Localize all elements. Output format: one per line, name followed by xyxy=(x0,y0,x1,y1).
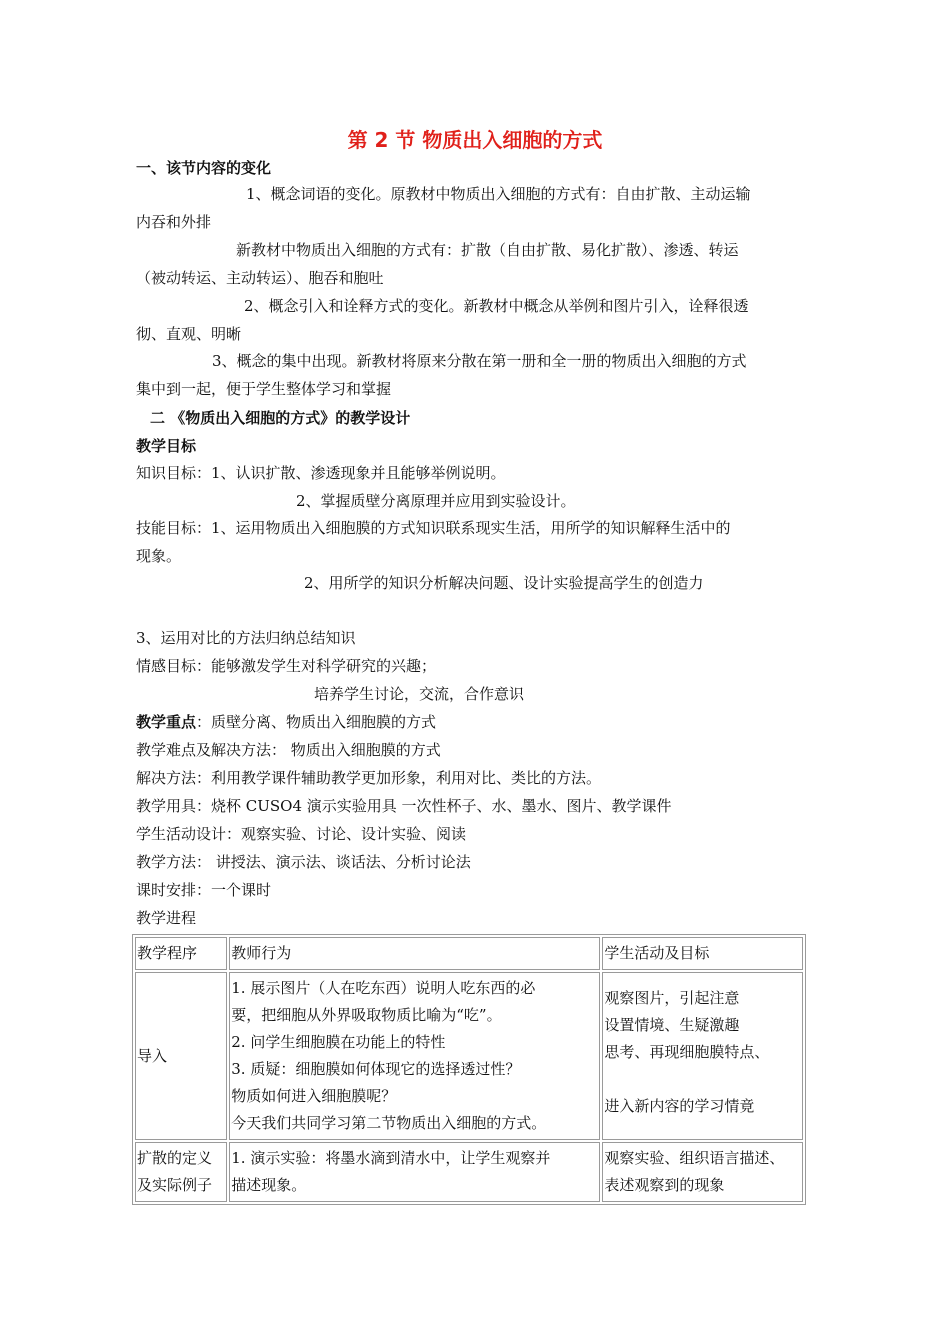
key-points xyxy=(136,708,816,736)
cell-line: 1. 演示实验：将墨水滴到清水中，让学生观察并 xyxy=(231,1149,551,1167)
class-schedule: 课时安排：一个课时 xyxy=(136,881,272,899)
cell-line: 观察图片，引起注意 xyxy=(604,989,740,1007)
key-points-value: ：质壁分离、物质出入细胞膜的方式 xyxy=(196,713,437,731)
section2-heading: 二 《物质出入细胞的方式》的教学设计 xyxy=(150,409,411,427)
paragraph-line: 集中到一起，便于学生整体学习和掌握 xyxy=(136,380,392,398)
cell-line: 表述观察到的现象 xyxy=(604,1176,725,1194)
page-title: 第 2 节 物质出入细胞的方式 xyxy=(347,128,603,152)
paragraph-line: 彻、直观、明晰 xyxy=(136,325,242,343)
paragraph-line: 2、概念引入和诠释方式的变化。新教材中概念从举例和图片引入，诠释很透 xyxy=(244,297,749,315)
paragraph-line: 现象。 xyxy=(136,547,182,565)
goals-heading: 教学目标 xyxy=(136,437,197,455)
emotion-goal-2: 培养学生讨论，交流，合作意识 xyxy=(314,685,525,703)
cell-line: 2. 问学生细胞膜在功能上的特性 xyxy=(231,1033,446,1051)
student-cell xyxy=(602,1142,803,1202)
paragraph-line: 内吞和外排 xyxy=(136,213,212,231)
paragraph-line: （被动转运、主动转运）、胞吞和胞吐 xyxy=(136,269,384,287)
cell-line: 今天我们共同学习第二节物质出入细胞的方式。 xyxy=(231,1114,547,1132)
knowledge-goal-2: 2、掌握质壁分离原理并应用到实验设计。 xyxy=(296,492,576,510)
paragraph-line: 技能目标：1、运用物质出入细胞膜的方式知识联系现实生活，用所学的知识解释生活中的 xyxy=(136,519,731,537)
cell-line: 要，把细胞从外界吸取物质比喻为“吃”。 xyxy=(231,1006,502,1024)
teaching-methods: 教学方法： 讲授法、演示法、谈话法、分析讨论法 xyxy=(136,853,471,871)
paragraph-vocabulary-change xyxy=(136,180,816,236)
skill-goal-3: 3、运用对比的方法归纳总结知识 xyxy=(136,629,356,647)
paragraph-concept-intro xyxy=(136,292,816,348)
cell-line: 3. 质疑：细胞膜如何体现它的选择透过性？ xyxy=(231,1060,521,1078)
teacher-cell xyxy=(229,1142,600,1202)
table-row xyxy=(135,972,803,1140)
paragraph-line: 1、概念词语的变化。原教材中物质出入细胞的方式有：自由扩散、主动运输 xyxy=(246,185,751,203)
cell-line: 扩散的定义 xyxy=(137,1149,213,1167)
cell-line: 描述现象。 xyxy=(231,1176,307,1194)
column-header-procedure: 教学程序 xyxy=(135,937,227,970)
section1-heading: 一、该节内容的变化 xyxy=(136,159,272,177)
cell-line: 进入新内容的学习情竟 xyxy=(604,1097,755,1115)
emotion-goal-1: 情感目标：能够激发学生对科学研究的兴趣； xyxy=(136,657,437,675)
knowledge-goal-1: 知识目标：1、认识扩散、渗透现象并且能够举例说明。 xyxy=(136,464,506,482)
paragraph-new-textbook xyxy=(136,236,816,292)
cell-line: 物质如何进入细胞膜呢？ xyxy=(231,1087,397,1105)
skill-goal-1 xyxy=(136,514,816,570)
procedure-cell xyxy=(135,1142,227,1202)
skill-goal-2: 2、用所学的知识分析解决问题、设计实验提高学生的创造力 xyxy=(304,574,704,592)
teaching-tools: 教学用具：烧杯 CUSO4 演示实验用具 一次性杯子、水、墨水、图片、教学课件 xyxy=(136,797,672,815)
cell-line: 观察实验、组织语言描述、 xyxy=(604,1149,785,1167)
key-points-label: 教学重点 xyxy=(136,713,197,731)
table-row xyxy=(135,1142,803,1202)
table-header-row xyxy=(135,937,803,970)
teacher-cell xyxy=(229,972,600,1140)
paragraph-line: 3、概念的集中出现。新教材将原来分散在第一册和全一册的物质出入细胞的方式 xyxy=(212,352,747,370)
cell-line xyxy=(604,1066,801,1093)
difficulty: 教学难点及解决方法： 物质出入细胞膜的方式 xyxy=(136,741,441,759)
student-activities: 学生活动设计：观察实验、讨论、设计实验、阅读 xyxy=(136,825,467,843)
paragraph-concept-focus xyxy=(136,347,816,403)
teaching-process-table xyxy=(132,934,806,1205)
cell-line: 及实际例子 xyxy=(137,1176,213,1194)
cell-line: 1. 展示图片（人在吃东西）说明人吃东西的必 xyxy=(231,979,536,997)
paragraph-line: 新教材中物质出入细胞的方式有：扩散（自由扩散、易化扩散）、渗透、转运 xyxy=(236,241,739,259)
cell-line: 设置情境、生疑激趣 xyxy=(604,1016,740,1034)
solution: 解决方法：利用教学课件辅助教学更加形象，利用对比、类比的方法。 xyxy=(136,769,602,787)
column-header-teacher: 教师行为 xyxy=(229,937,600,970)
teaching-process: 教学进程 xyxy=(136,909,197,927)
student-cell xyxy=(602,972,803,1140)
procedure-cell: 导入 xyxy=(135,972,227,1140)
column-header-student: 学生活动及目标 xyxy=(602,937,803,970)
cell-line: 思考、再现细胞膜特点、 xyxy=(604,1043,770,1061)
